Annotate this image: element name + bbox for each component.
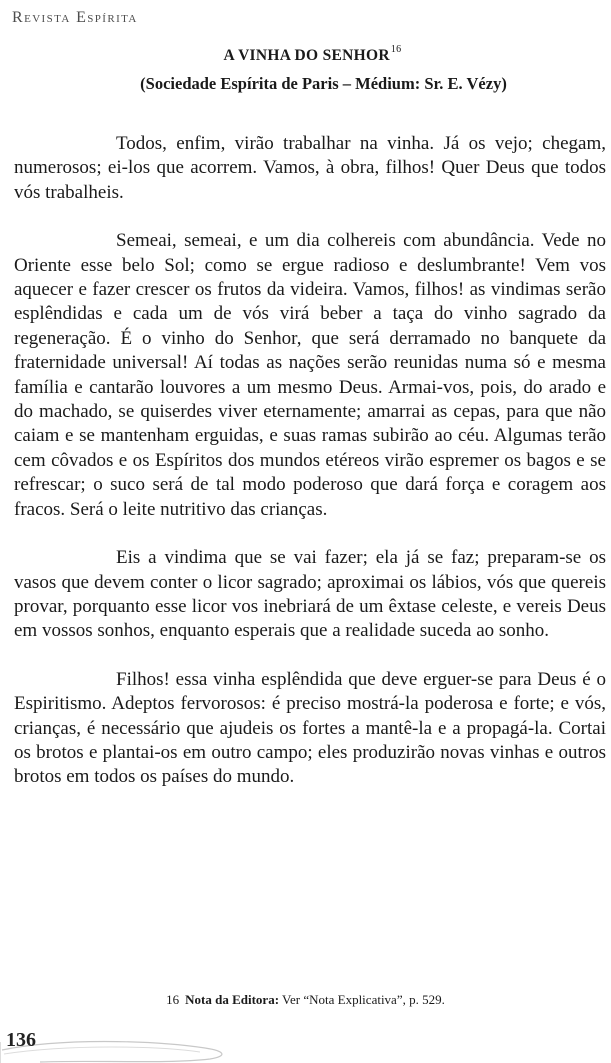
page-number: 136 <box>6 1029 36 1051</box>
paragraph: Semeai, semeai, e um dia colhereis com abundância. Vede no Oriente esse belo Sol; como se ergue radioso e deslumbrante! Vem vos aquecer e fazer crescer os frutos da videira. Vamos, filhos! as vindimas serão esplêndidas e cada um de vós virá beber a taça do vinho sagrado da regeneração. É o vinho do Senhor, que será derramado no banquete da fraternidade universal! Aí todas as nações serão reunidas numa só e mesma família e cantarão louvores a um mesmo Deus. Armai-vos, pois, do arado e do machado, se quiserdes viver eternamente; amarrai as cepas, para que não caiam e se mantenham erguidas, e suas ramas subirão ao céu. Algumas terão cem côvados e os Espíritos dos mundos etéreos virão espremer os bagos e se refrescar; o suco será de tal modo poderoso que dará força e coragem aos fracos. Será o leite nutritivo das crianças. <box>14 230 606 520</box>
article-title-text: A VINHA DO SENHOR <box>223 47 390 65</box>
page-corner-swoosh <box>0 1020 240 1063</box>
footnote-text: Ver “Nota Explicativa”, p. 529. <box>282 992 445 1007</box>
article-subtitle: (Sociedade Espírita de Paris – Médium: Sr. E. Vézy) <box>140 74 507 94</box>
footnote <box>0 992 611 1008</box>
running-header: Revista Espírita <box>12 9 138 26</box>
title-block <box>0 46 611 94</box>
paragraph: Eis a vindima que se vai fazer; ela já se faz; preparam-se os vasos que devem conter o licor sagrado; aproximai os lábios, vós que quereis provar, porquanto esse licor vos inebriará de um êxtase celeste, e vereis Deus em vossos sonhos, enquanto esperais que a realidade suceda ao sonho. <box>14 547 606 642</box>
footnote-reference[interactable]: 16 <box>390 44 402 55</box>
article-body <box>14 132 606 814</box>
footnote-number: 16 <box>166 992 180 1007</box>
paragraph: Filhos! essa vinha esplêndida que deve erguer-se para Deus é o Espiritismo. Adeptos fervorosos: é preciso mostrá-la poderosa e forte; e vós, crianças, é necessário que ajudeis os fortes a mantê-la e a propagá-la. Cortai os brotos e plantai-os em outro campo; eles produzirão novas vinhas e outros brotos em todos os países do mundo. <box>14 668 606 788</box>
paragraph: Todos, enfim, virão trabalhar na vinha. Já os vejo; chegam, numerosos; ei-los que acorrem. Vamos, à obra, filhos! Quer Deus que todos vós trabalheis. <box>14 133 606 203</box>
footnote-label: Nota da Editora: <box>185 992 280 1007</box>
article-title <box>14 46 611 65</box>
